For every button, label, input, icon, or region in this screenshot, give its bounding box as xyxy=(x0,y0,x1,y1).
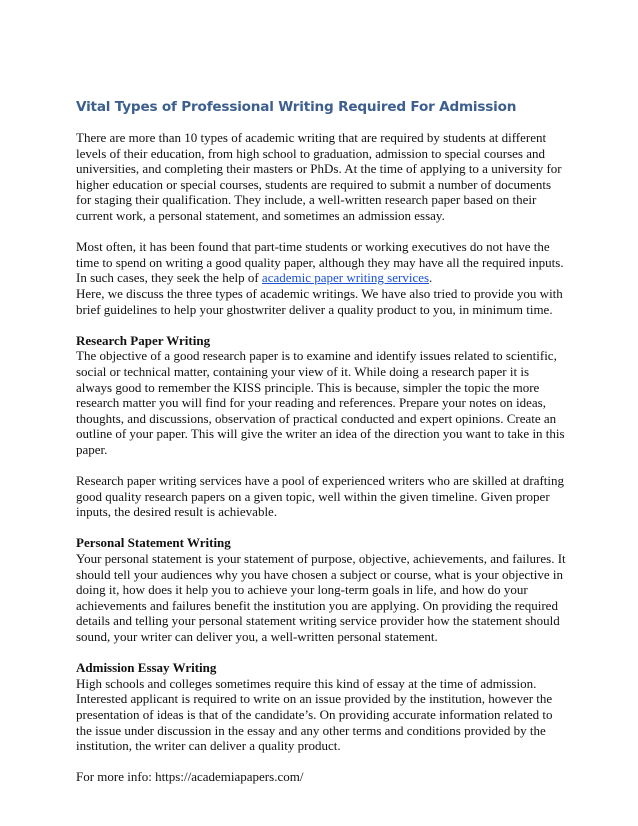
most-often-text: Most often, it has been found that part-time students or working executives do not have the time to spend on writing a good quality paper, although they may have all the required inputs. In such cases, they seek the help of xyxy=(76,239,564,286)
section-heading-personal-statement: Personal Statement Writing xyxy=(76,535,231,551)
document-page xyxy=(76,98,566,785)
academic-paper-writing-services-link[interactable]: academic paper writing services xyxy=(261,270,430,286)
research-paragraph-1: The objective of a good research paper is to examine and identify issues related to scientific, social or technical matter, containing your view of it. While doing a research paper it is always good to remember the KISS principle. This is because, simpler the topic the more research matter you will find for your reading and references. Prepare your notes on ideas, thoughts, and discussions, observation of practical conducted and expert opinions. Create an outline of your paper. This will give the writer an idea of the direction you want to take in this paper. xyxy=(76,348,565,457)
most-often-period: . xyxy=(429,270,433,286)
intro-paragraph: There are more than 10 types of academic writing that are required by students at different levels of their education, from high school to graduation, admission to special courses and universities, and completing their masters or PhDs. At the time of applying to a university for higher education or special courses, students are required to submit a number of documents for staging their qualification. They include, a well-written research paper based on their current work, a personal statement, and sometimes an admission essay. xyxy=(76,130,562,223)
here-paragraph: Here, we discuss the three types of academic writings. We have also tried to provide you with brief guidelines to help your ghostwriter deliver a quality product to you, in minimum time. xyxy=(76,285,563,317)
most-often-paragraph xyxy=(76,239,566,286)
footer-info: For more info: https://academiapapers.com/ xyxy=(76,769,304,785)
personal-statement-paragraph: Your personal statement is your statement of purpose, objective, achievements, and failures. It should tell your audiences why you have chosen a subject or course, what is your objective in doing it, how does it help you to achieve your long-term goals in life, and how do your achievements and failures benefit the institution you are applying. On providing the required details and telling your personal statement writing service provider how the statement should sound, your writer can deliver you, a well-written personal statement. xyxy=(76,551,566,644)
section-heading-admission-essay: Admission Essay Writing xyxy=(76,660,217,676)
section-heading-research: Research Paper Writing xyxy=(76,332,211,348)
document-title: Vital Types of Professional Writing Required For Admission xyxy=(76,99,517,115)
admission-essay-paragraph: High schools and colleges sometimes require this kind of essay at the time of admission. Interested applicant is required to write on an issue provided by the institution, however the presentation of ideas is that of the candidate’s. On providing accurate information related to the issue under discussion in the essay and any other terms and conditions provided by the institution, the writer can deliver a quality product. xyxy=(76,675,553,754)
research-paragraph-2: Research paper writing services have a pool of experienced writers who are skilled at drafting good quality research papers on a given topic, well within the given timeline. Given proper inputs, the desired result is achievable. xyxy=(76,473,565,520)
